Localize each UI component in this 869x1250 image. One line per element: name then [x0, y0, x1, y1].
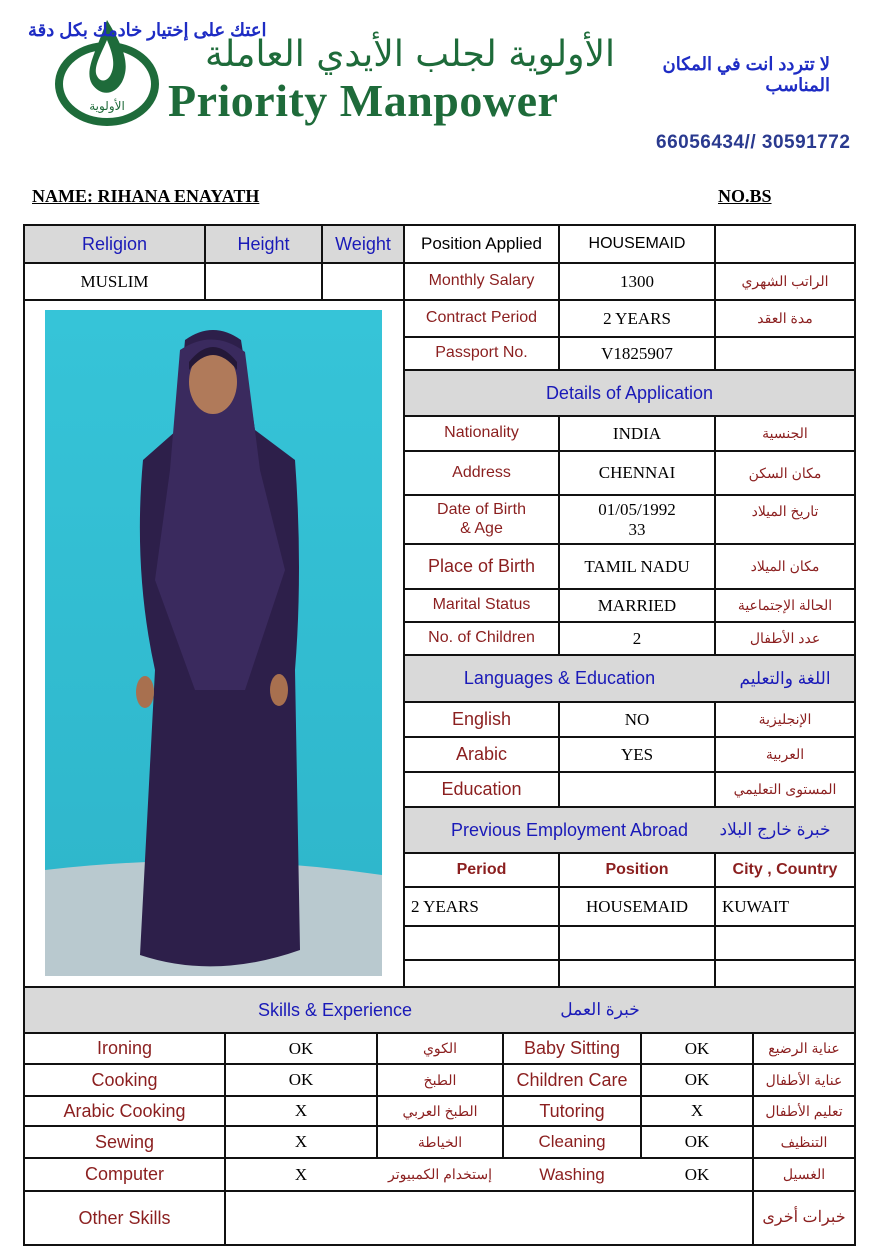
skill-sewing-value: X	[294, 1132, 308, 1152]
skill-tutoring-label: Tutoring	[539, 1100, 605, 1121]
skill-cleaning-label: Cleaning	[538, 1132, 606, 1152]
nationality-value: INDIA	[612, 423, 662, 443]
other-skills-arabic: خبرات أخرى	[762, 1208, 846, 1226]
svg-text:الأولوية: الأولوية	[89, 99, 125, 113]
employment-header-period: Period	[456, 860, 507, 878]
employment-section-title-arabic: خبرة خارج البلاد	[719, 820, 831, 840]
children-label: No. of Children	[428, 629, 535, 647]
english-value: NO	[624, 709, 650, 729]
skill-arabic-cooking-label: Arabic Cooking	[63, 1100, 186, 1121]
skills-section-title-arabic: خبرة العمل	[560, 1000, 640, 1020]
skill-cleaning-value: OK	[684, 1132, 710, 1152]
marital-status-value: MARRIED	[597, 595, 677, 615]
skill-baby-sitting-label: Baby Sitting	[523, 1038, 621, 1059]
height-label: Height	[237, 233, 290, 254]
place-of-birth-arabic: مكان الميلاد	[750, 558, 820, 575]
position-applied-value: HOUSEMAID	[588, 234, 686, 252]
employment-section-title: Previous Employment Abroad	[450, 819, 689, 840]
reference-number: NO.BS	[718, 186, 772, 206]
skill-cooking-label: Cooking	[91, 1069, 158, 1090]
date-of-birth-arabic: تاريخ الميلاد	[751, 502, 819, 519]
nationality-arabic: الجنسية	[762, 425, 808, 442]
employment-row-position: HOUSEMAID	[586, 896, 688, 916]
details-section-title: Details of Application	[545, 382, 714, 403]
skill-arabic-cooking-value: X	[294, 1101, 308, 1121]
date-of-birth-value: 01/05/1992 33	[598, 499, 676, 539]
arabic-arabic: العربية	[765, 746, 805, 763]
place-of-birth-value: TAMIL NADU	[584, 556, 690, 576]
place-of-birth-label: Place of Birth	[427, 556, 536, 577]
education-label: Education	[441, 779, 522, 800]
english-arabic: الإنجليزية	[758, 711, 812, 728]
education-arabic: المستوى التعليمي	[733, 781, 837, 798]
languages-section-title-arabic: اللغة والتعليم	[739, 668, 831, 688]
monthly-salary-label: Monthly Salary	[428, 272, 535, 290]
skill-computer-label: Computer	[84, 1164, 165, 1185]
skill-ironing-value: OK	[288, 1038, 314, 1058]
skill-cleaning-arabic: التنظيف	[780, 1133, 828, 1150]
skill-washing-value: OK	[684, 1164, 710, 1184]
tagline-arabic: اعتك على إختيار خادمك بكل دقة	[28, 20, 267, 40]
employment-row-period: 2 YEARS	[411, 896, 479, 916]
skills-section-title: Skills & Experience	[257, 999, 413, 1020]
skill-washing-label: Washing	[539, 1164, 605, 1184]
skill-children-care-value: OK	[684, 1070, 710, 1090]
contract-period-value: 2 YEARS	[603, 308, 671, 328]
marital-status-arabic: الحالة الإجتماعية	[737, 597, 833, 614]
skill-cooking-arabic: الطبخ	[423, 1071, 457, 1088]
other-skills-label: Other Skills	[78, 1207, 171, 1228]
contract-period-arabic: مدة العقد	[757, 310, 813, 327]
skill-baby-sitting-arabic: عناية الرضيع	[768, 1040, 840, 1057]
skill-tutoring-value: X	[690, 1101, 704, 1121]
religion-value: MUSLIM	[80, 271, 149, 291]
nationality-label: Nationality	[444, 424, 519, 442]
arabic-value: YES	[620, 744, 654, 764]
address-value: CHENNAI	[598, 463, 676, 483]
skill-computer-value: X	[294, 1164, 308, 1184]
skill-ironing-label: Ironing	[96, 1038, 153, 1059]
candidate-name: NAME: RIHANA ENAYATH	[32, 186, 260, 206]
passport-value: V1825907	[601, 343, 673, 363]
marital-status-label: Marital Status	[432, 596, 531, 614]
monthly-salary-arabic: الراتب الشهري	[741, 273, 829, 290]
skill-computer-arabic: إستخدام الكمبيوتر	[388, 1166, 492, 1183]
skill-washing-arabic: الغسيل	[782, 1166, 826, 1183]
employment-header-position: Position	[605, 860, 669, 878]
date-of-birth-label: Date of Birth & Age	[437, 501, 526, 537]
english-label: English	[451, 709, 512, 730]
address-label: Address	[452, 463, 511, 481]
company-name-english: Priority Manpower	[168, 75, 559, 126]
candidate-photo	[45, 310, 382, 976]
religion-label: Religion	[81, 233, 148, 254]
monthly-salary-value: 1300	[620, 271, 654, 291]
skill-children-care-label: Children Care	[516, 1069, 628, 1090]
skill-tutoring-arabic: تعليم الأطفال	[765, 1102, 843, 1119]
children-arabic: عدد الأطفال	[749, 630, 821, 647]
phone-numbers: 66056434// 30591772	[656, 132, 851, 153]
children-value: 2	[632, 628, 642, 648]
skill-arabic-cooking-arabic: الطبخ العربي	[402, 1102, 478, 1119]
education-value	[560, 773, 714, 806]
address-arabic: مكان السكن	[748, 464, 822, 481]
contract-period-label: Contract Period	[425, 309, 538, 327]
weight-label: Weight	[335, 233, 391, 254]
position-applied-label: Position Applied	[421, 234, 542, 254]
skill-cooking-value: OK	[288, 1070, 314, 1090]
skill-sewing-label: Sewing	[94, 1131, 155, 1152]
employment-row-city-country: KUWAIT	[722, 896, 790, 916]
header-slogan-arabic: لا تتردد انت في المكان المناسب	[662, 54, 830, 95]
passport-label: Passport No.	[435, 344, 528, 362]
arabic-label: Arabic	[455, 744, 508, 765]
company-name-arabic: الأولوية لجلب الأيدي العاملة	[204, 34, 615, 75]
employment-header-city-country: City , Country	[732, 860, 838, 878]
languages-section-title: Languages & Education	[463, 668, 656, 689]
skill-children-care-arabic: عناية الأطفال	[765, 1071, 843, 1088]
skill-baby-sitting-value: OK	[684, 1038, 710, 1058]
skill-ironing-arabic: الكوي	[422, 1040, 458, 1057]
skill-sewing-arabic: الخياطة	[417, 1133, 463, 1150]
